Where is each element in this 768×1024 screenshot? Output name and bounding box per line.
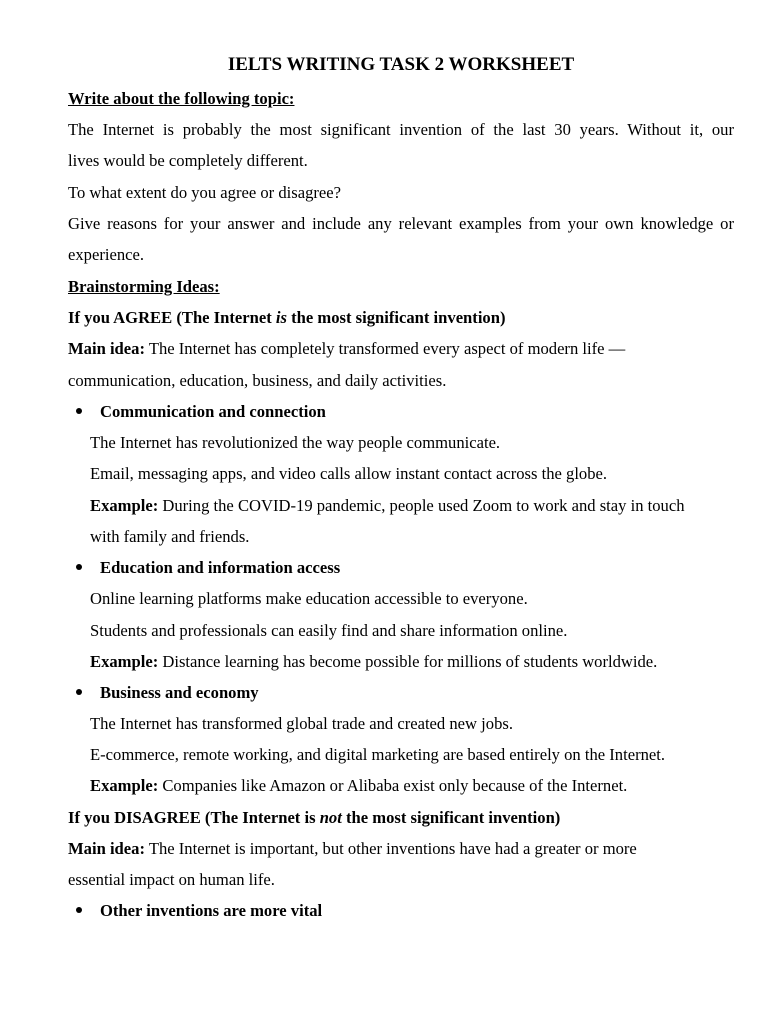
disagree-main-idea-cont: essential impact on human life. bbox=[68, 870, 275, 889]
list-item-business: Business and economy bbox=[76, 682, 259, 704]
main-idea-label: Main idea: bbox=[68, 839, 145, 858]
agree-main-idea: Main idea: The Internet has completely transformed every aspect of modern life — bbox=[68, 339, 626, 358]
prompt-line-1: The Internet is probably the most significant invention of the last 30 years. Without it, our bbox=[68, 120, 734, 139]
point-line: Students and professionals can easily find and share information online. bbox=[90, 621, 568, 640]
example-line-cont: with family and friends. bbox=[90, 527, 250, 546]
point-line: The Internet has transformed global trade and created new jobs. bbox=[90, 714, 513, 733]
brainstorm-heading: Brainstorming Ideas: bbox=[68, 277, 220, 296]
point-line: Online learning platforms make education accessible to everyone. bbox=[90, 589, 528, 608]
page-title: IELTS WRITING TASK 2 WORKSHEET bbox=[227, 54, 575, 75]
example-line: Example: During the COVID-19 pandemic, people used Zoom to work and stay in touch bbox=[90, 496, 685, 515]
point-line: Email, messaging apps, and video calls allow instant contact across the globe. bbox=[90, 464, 608, 483]
bullet-icon bbox=[76, 907, 82, 913]
point-line: E-commerce, remote working, and digital marketing are based entirely on the Internet. bbox=[90, 745, 666, 764]
disagree-main-idea: Main idea: The Internet is important, but other inventions have had a greater or more bbox=[68, 839, 637, 858]
list-item-education: Education and information access bbox=[76, 557, 340, 579]
agree-main-idea-cont: communication, education, business, and daily activities. bbox=[68, 371, 447, 390]
list-item-communication: Communication and connection bbox=[76, 401, 326, 423]
bullet-icon bbox=[76, 564, 82, 570]
disagree-heading: If you DISAGREE (The Internet is not the most significant invention) bbox=[68, 808, 561, 827]
topic-heading: Write about the following topic: bbox=[68, 89, 295, 108]
prompt-line-2: lives would be completely different. bbox=[68, 151, 308, 170]
example-line: Example: Companies like Amazon or Alibaba exist only because of the Internet. bbox=[90, 776, 628, 795]
bullet-icon bbox=[76, 408, 82, 414]
main-idea-label: Main idea: bbox=[68, 339, 145, 358]
point-line: The Internet has revolutionized the way people communicate. bbox=[90, 433, 501, 452]
prompt-instruction-1: Give reasons for your answer and include any relevant examples from your own knowledge or bbox=[68, 214, 734, 233]
agree-heading: If you AGREE (The Internet is the most significant invention) bbox=[68, 308, 506, 327]
prompt-question: To what extent do you agree or disagree? bbox=[68, 183, 341, 202]
bullet-icon bbox=[76, 689, 82, 695]
list-item-other-inventions: Other inventions are more vital bbox=[76, 900, 322, 922]
example-line: Example: Distance learning has become possible for millions of students worldwide. bbox=[90, 652, 658, 671]
prompt-instruction-2: experience. bbox=[68, 245, 145, 264]
